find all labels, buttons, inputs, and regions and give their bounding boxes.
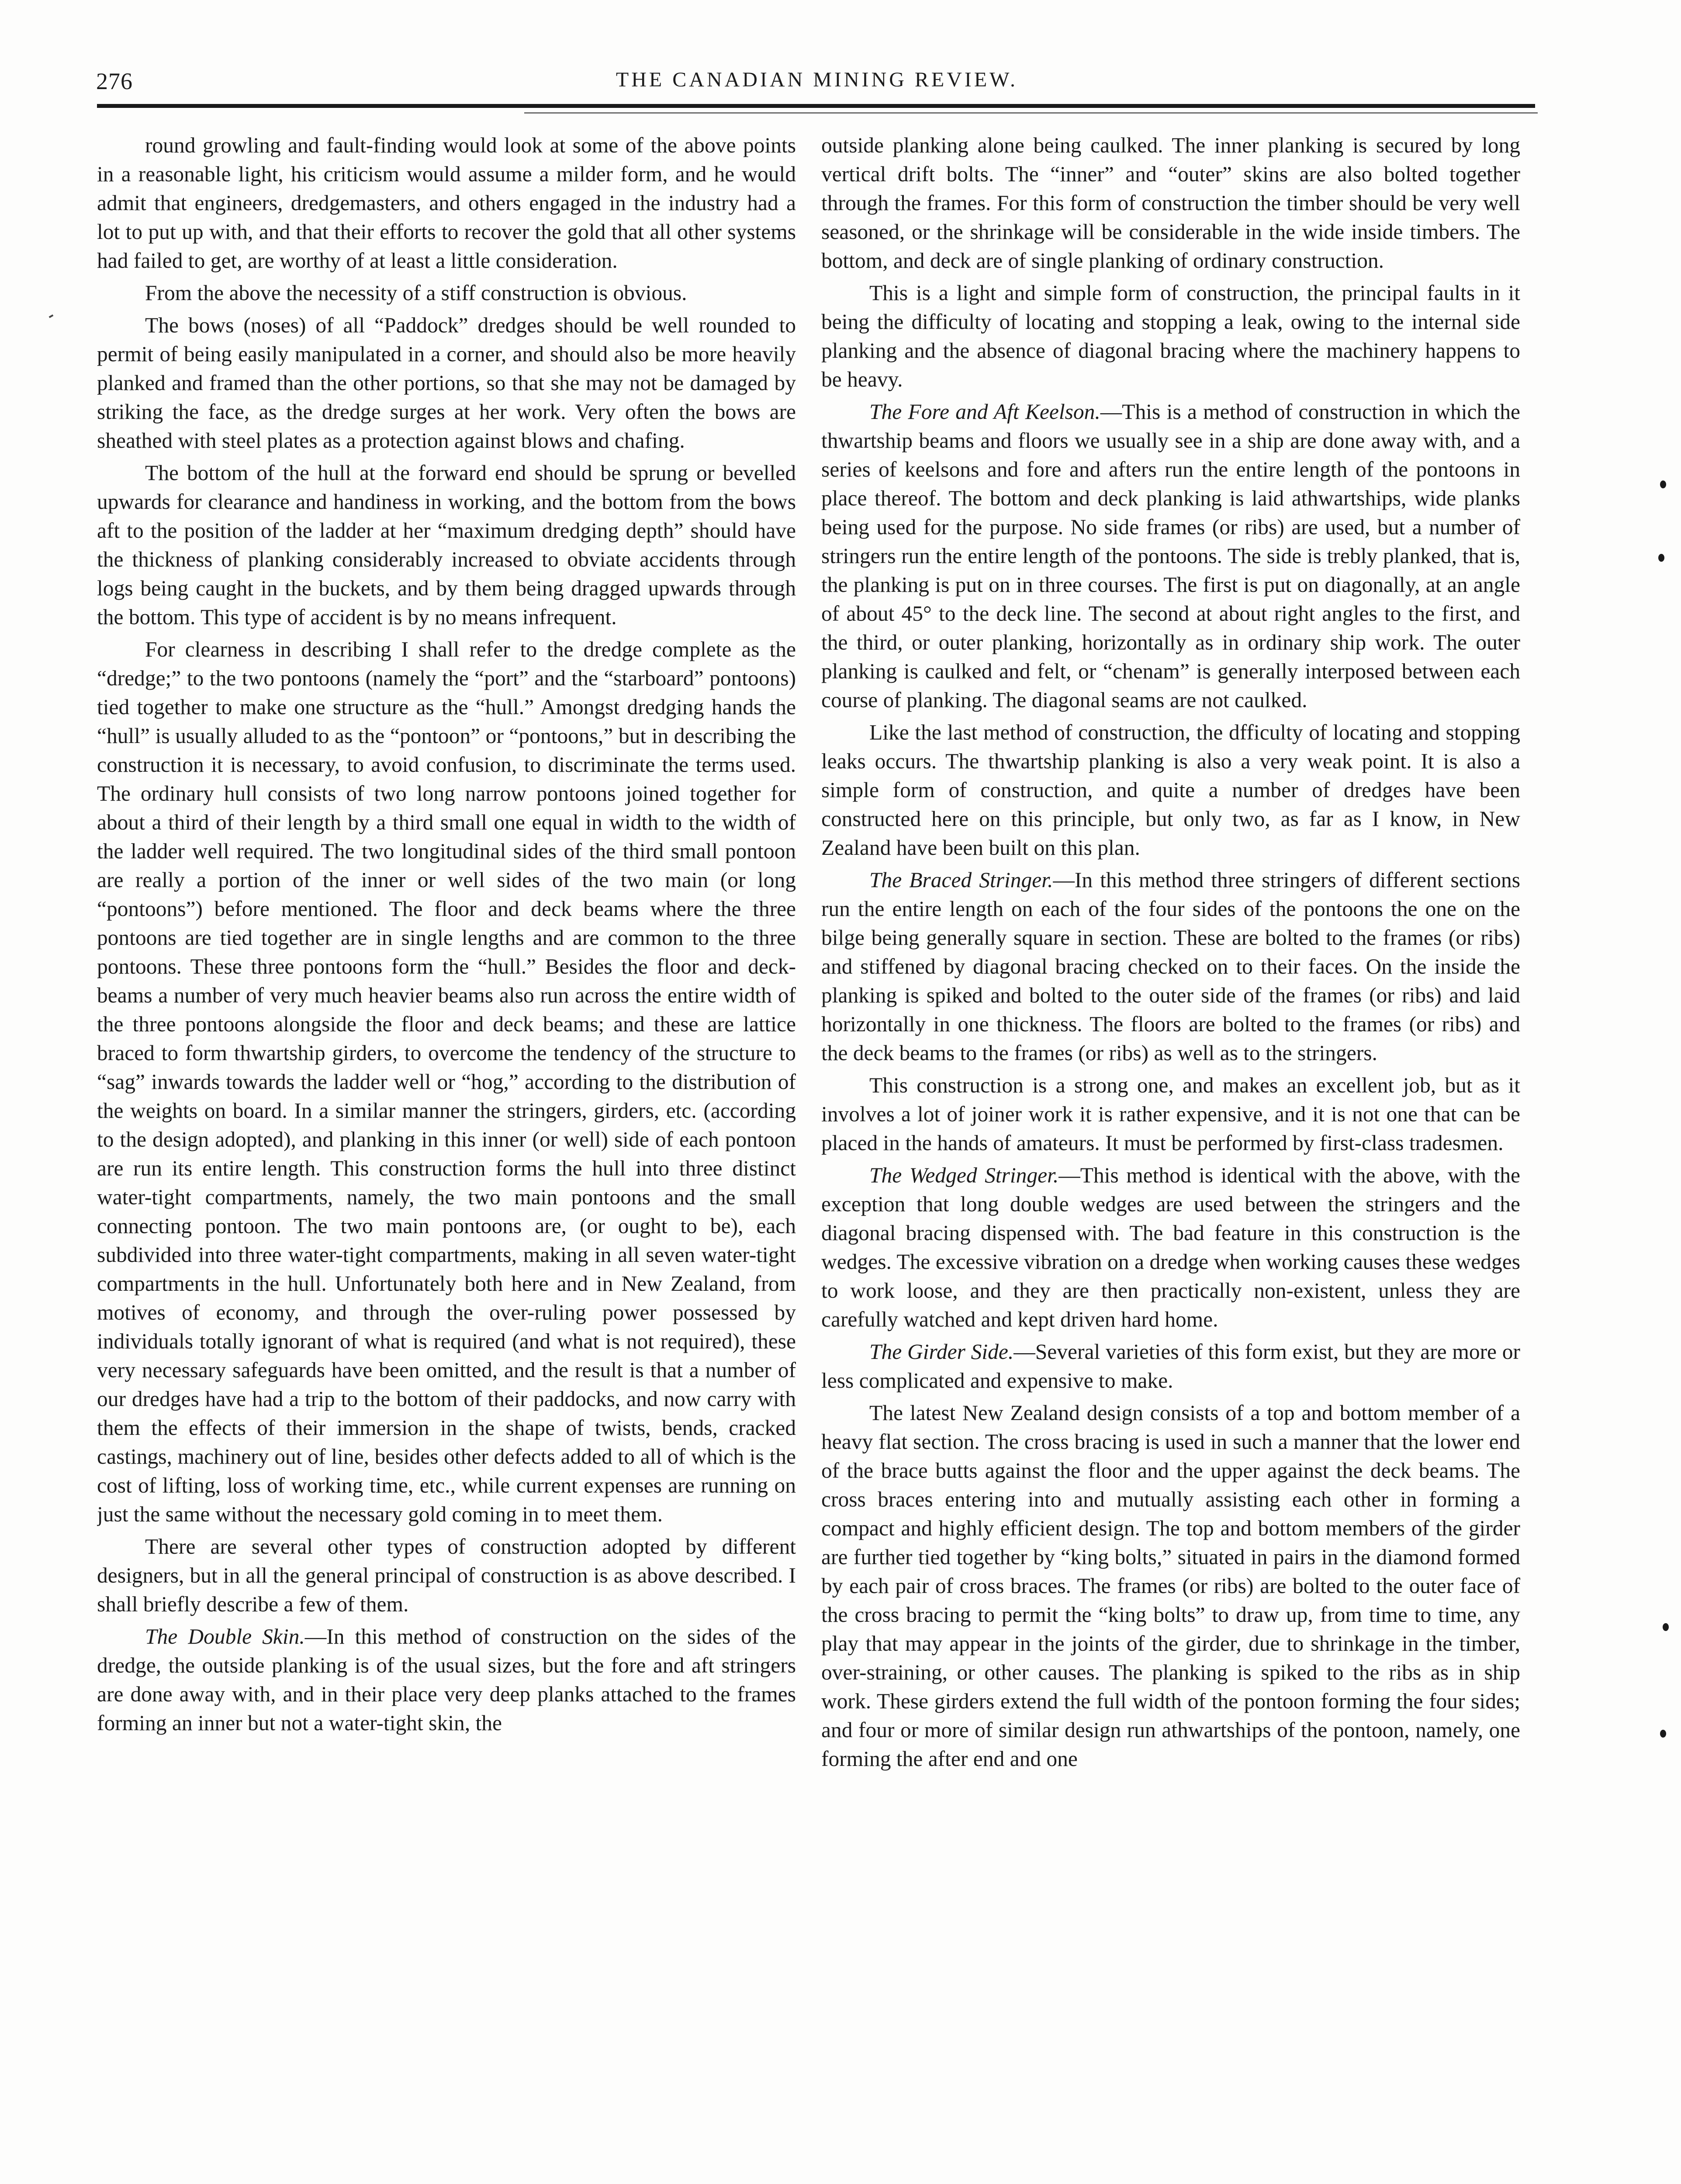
left-column-paragraph [97,311,796,455]
section-heading: The Braced Stringer. [869,868,1053,892]
left-column-paragraph [97,1532,796,1619]
right-column-paragraph [821,866,1520,1068]
paragraph-text: The bows (noses) of all “Paddock” dredges should be well rounded to permit of being easily manipulated in a corner, and should also be more heavily planked and framed than the other portions, so that she may not be damaged by striking the face, as the dredge surges at her work. Very often the bows are sheathed with steel plates as a protection against blows and chafing. [97,313,796,453]
right-column [821,131,1520,2062]
page-header [96,68,1538,103]
right-column-paragraph [821,1071,1520,1158]
paragraph-text: —In this method three stringers of different sections run the entire length on each of the four sides of the pontoons the one on the bilge being generally square in section. These are bolted to the frames (or ribs) and stiffened by diagonal bracing checked on to their faces. On the inside the planking is spiked and bolted to the outer side of the frames (or ribs) and laid horizontally in one thickness. The floors are bolted to the frames (or ribs) and the deck beams to the frames (or ribs) as well as to the stringers. [821,868,1520,1065]
page-number: 276 [96,68,133,94]
right-column-paragraph [821,1161,1520,1334]
header-rule-thick [97,104,1535,108]
left-column-paragraph [97,131,796,275]
paragraph-text: From the above the necessity of a stiff construction is obvious. [145,281,687,305]
paragraph-text: —This is a method of construction in which the thwartship beams and floors we usually see in a ship are done away with, and a series of keelsons and fore and afters run the entire length of the pontoons in place thereof. The bottom and deck planking is laid athwartships, wide planks being used for the purpose. No side frames (or ribs) are used, but a number of stringers run the entire length of the pontoons. The side is trebly planked, that is, the planking is put on in three courses. The first is put on diagonally, at an angle of about 45° to the deck line. The second at about right angles to the first, and the third, or outer planking, horizontally as in ordinary ship work. The outer planking is caulked and felt, or “chenam” is generally interposed between each course of planking. The diagonal seams are not caulked. [821,400,1520,712]
paragraph-text: This construction is a strong one, and makes an excellent job, but as it involves a lot of joiner work it is rather expensive, and it is not one that can be placed in the hands of amateurs. It must be performed by first-class tradesmen. [821,1073,1520,1155]
right-column-paragraph [821,397,1520,715]
margin-dot [1660,480,1666,488]
paragraph-text: The bottom of the hull at the forward end should be sprung or bevelled upwards for clearance and handiness in working, and the bottom from the bows aft to the position of the ladder at her “maximum dredging depth” should have the thickness of planking considerably increased to obviate accidents through logs being caught in the buckets, and by them being dragged upwards through the bottom. This type of accident is by no means infrequent. [97,461,796,629]
paragraph-text: There are several other types of construction adopted by different designers, but in all the general principal of construction is as above described. I shall briefly describe a few of them. [97,1534,796,1616]
section-heading: The Wedged Stringer. [869,1163,1059,1187]
stray-mark [49,314,54,318]
left-column-paragraph [97,1622,796,1738]
paragraph-text: This is a light and simple form of construction, the principal faults in it being the difficulty of locating and stopping a leak, owing to the internal side planking and the absence of diagonal bracing where the machinery happens to be heavy. [821,281,1520,391]
paragraph-text: For clearness in describing I shall refer to the dredge complete as the “dredge;” to the two pontoons (namely the “port” and the “starboard” pontoons) tied together to make one structure as the “hull.” Amongst dredging hands the “hull” is usually alluded to as the “pontoon” or “pontoons,” but in describing the construction it is necessary, to avoid confusion, to discriminate the terms used. The ordinary hull consists of two long narrow pontoons joined together for about a third of their length by a third small one equal in width to the width of the ladder well required. The two longitudinal sides of the third small pontoon are really a portion of the inner or well sides of the two main (or long “pontoons”) before mentioned. The floor and deck beams where the three pontoons are tied together are in single lengths and are common to the three pontoons. These three pontoons form the “hull.” Besides the floor and deck-beams a number of very much heavier beams also run across the entire width of the three pontoons alongside the floor and deck beams; and these are lattice braced to form thwartship girders, to overcome the tendency of the structure to “sag” inwards towards the ladder well or “hog,” according to the distribution of the weights on board. In a similar manner the stringers, girders, etc. (according to the design adopted), and planking in this inner (or well) side of each pontoon are run its entire length. This construction forms the hull into three distinct water-tight compartments, namely, the two main pontoons and the small connecting pontoon. The two main pontoons are, (or ought to be), each subdivided into three water-tight compartments, making in all seven water-tight compartments in the hull. Unfortunately both here and in New Zealand, from motives of economy, and through the over-ruling power possessed by individuals totally ignorant of what is required (and what is not required), these very necessary safeguards have been omitted, and the result is that a number of our dredges have had a trip to the bottom of their paddocks, and now carry with them the effects of their immersion in the shape of twists, bends, cracked castings, machinery out of line, besides other defects added to all of which is the cost of lifting, loss of working time, etc., while current expenses are running on just the same without the necessary gold coming in to meet them. [97,637,796,1526]
right-column-paragraph [821,718,1520,862]
right-column-paragraph [821,131,1520,275]
section-heading: The Double Skin. [145,1624,305,1648]
margin-dot [1663,1623,1669,1631]
paragraph-text: Like the last method of construction, the dfficulty of locating and stopping leaks occurs. The thwartship planking is also a very weak point. It is also a simple form of construction, and quite a number of dredges have been constructed here on this principle, but only two, as far as I know, in New Zealand have been built on this plan. [821,720,1520,860]
paragraph-text: The latest New Zealand design consists of a top and bottom member of a heavy flat section. The cross bracing is used in such a manner that the lower end of the brace butts against the floor and the upper against the deck beams. The cross braces entering into and mutually assisting each other in forming a compact and highly efficient design. The top and bottom members of the girder are further tied together by “king bolts,” situated in pairs in the diamond formed by each pair of cross braces. The frames (or ribs) are bolted to the outer face of the cross bracing to permit the “king bolts” to draw up, from time to time, any play that may appear in the joints of the girder, due to shrinkage in the timber, over-straining, or other causes. The planking is spiked to the ribs as in ship work. These girders extend the full width of the pontoon forming the four sides; and four or more of similar design run athwartships of the pontoon, namely, one forming the after end and one [821,1401,1520,1771]
left-column-paragraph [97,279,796,308]
section-heading: The Girder Side. [869,1340,1014,1364]
header-rule-thin [524,112,1538,114]
paragraph-text: outside planking alone being caulked. The inner planking is secured by long vertical drift bolts. The “inner” and “outer” skins are also bolted together through the frames. For this form of construction the timber should be very well seasoned, or the shrinkage will be considerable in the wide inside timbers. The bottom, and deck are of single planking of ordinary construction. [821,133,1520,273]
paragraph-text: round growling and fault-finding would look at some of the above points in a reasonable light, his criticism would assume a milder form, and he would admit that engineers, dredgemasters, and others engaged in the industry had a lot to put up with, and that their efforts to recover the gold that all other systems had failed to get, are worthy of at least a little consideration. [97,133,796,273]
right-column-paragraph [821,1399,1520,1773]
left-column [97,131,796,2062]
right-column-paragraph [821,1337,1520,1395]
right-column-paragraph [821,279,1520,394]
margin-dot [1658,554,1664,562]
left-column-paragraph [97,459,796,632]
paragraph-text: —Several varieties of this form exist, but they are more or less complicated and expensive to make. [821,1340,1520,1393]
paragraph-text: —This method is identical with the above, with the exception that long double wedges are used between the stringers and the diagonal bracing dispensed with. The bad feature in this construction is the wedges. The excessive vibration on a dredge when working causes these wedges to work loose, and they are then practically non-existent, unless they are carefully watched and kept driven hard home. [821,1163,1520,1331]
margin-dot [1660,1730,1666,1738]
paragraph-text: —In this method of construction on the sides of the dredge, the outside planking is of the usual sizes, but the fore and aft stringers are done away with, and in their place very deep planks attached to the frames forming an inner but not a water-tight skin, the [97,1624,796,1735]
left-column-paragraph [97,635,796,1529]
running-title: THE CANADIAN MINING REVIEW. [616,68,1018,91]
section-heading: The Fore and Aft Keelson. [869,400,1100,424]
